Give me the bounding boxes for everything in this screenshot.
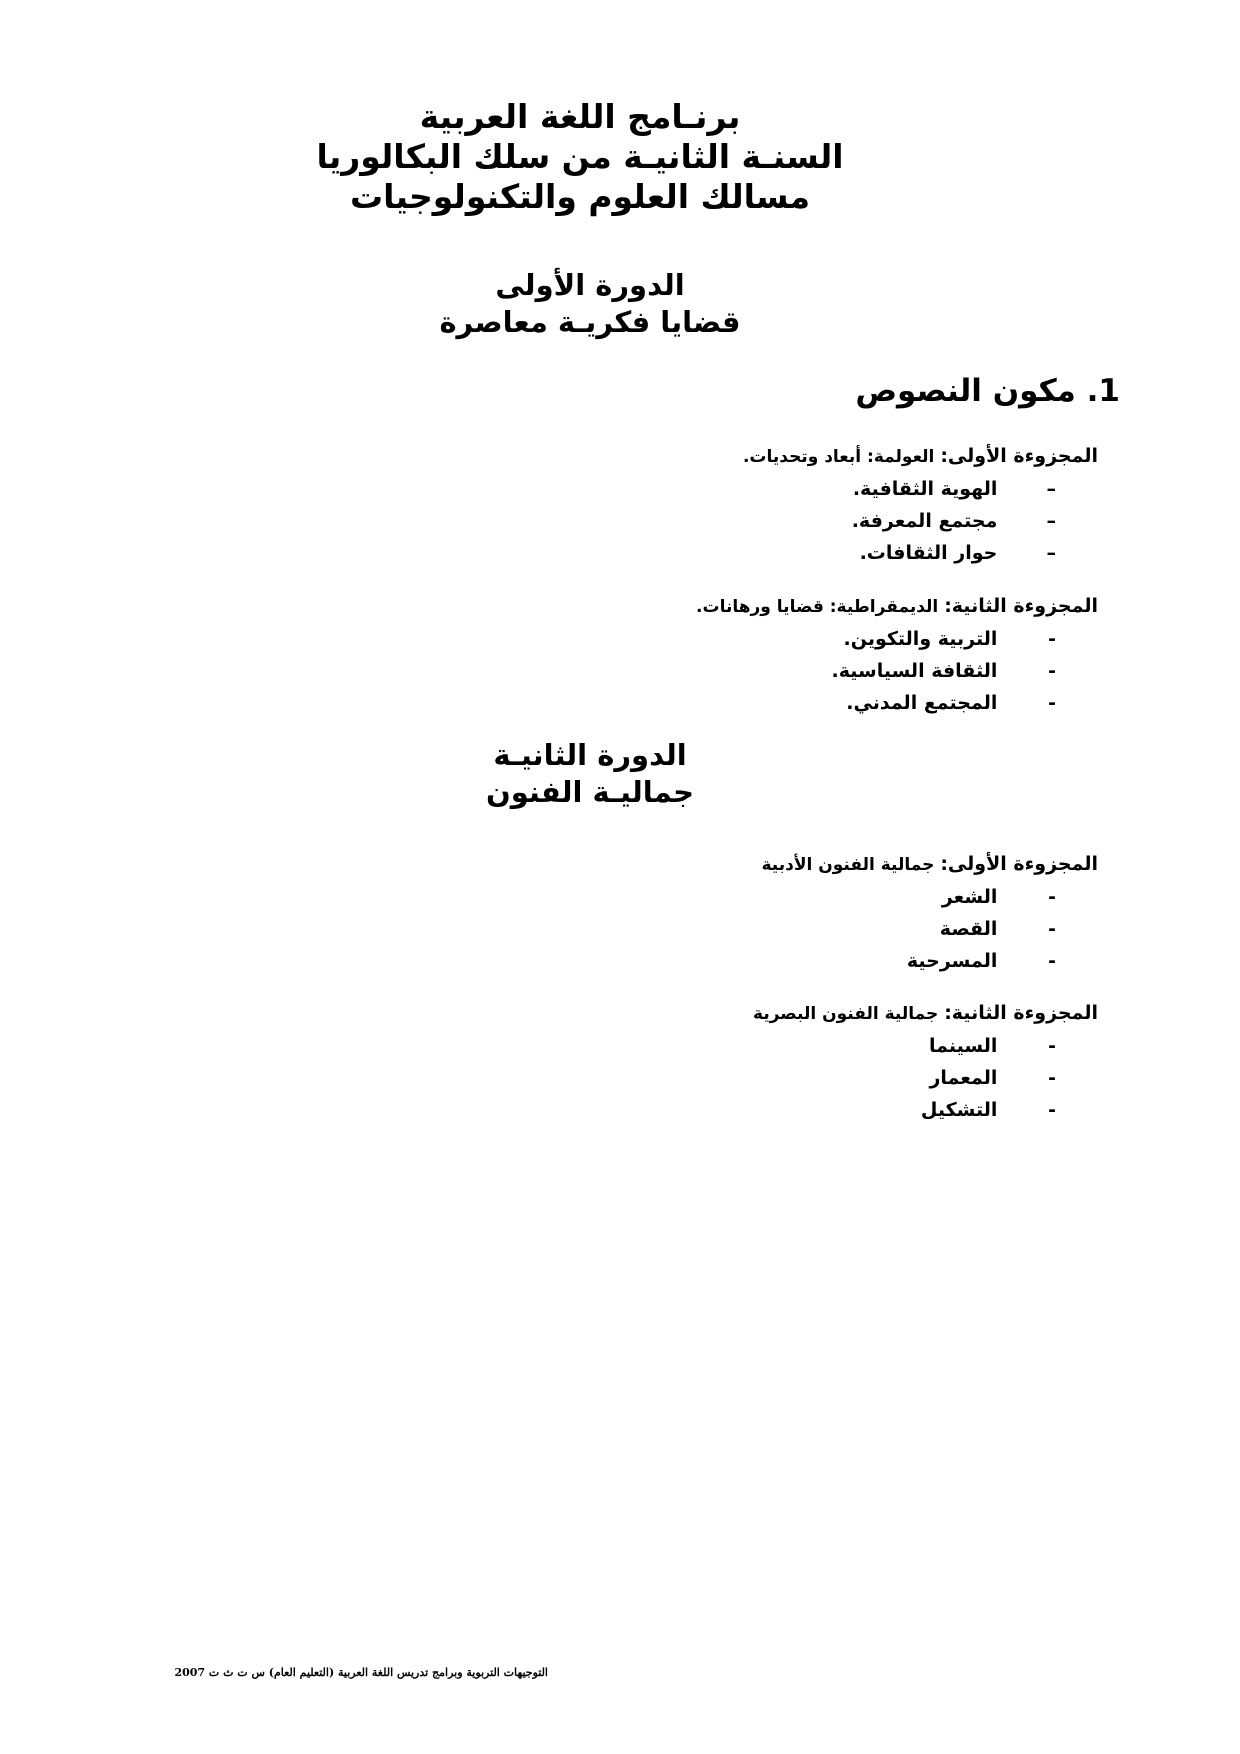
session2-title: الدورة الثانيـة	[493, 738, 687, 772]
group-items	[438, 623, 1098, 719]
group-title	[438, 594, 1098, 619]
group-label: المجزوءة الثانية:	[944, 595, 1098, 617]
group-title	[478, 852, 1098, 877]
group-first-globalization	[478, 444, 1098, 569]
list-item: – مجتمع المعرفة.	[478, 505, 1056, 537]
group-topic: جمالية الفنون البصرية	[753, 1004, 939, 1024]
list-item: - التربية والتكوين.	[438, 623, 1056, 655]
dash-marker: –	[1046, 510, 1056, 532]
dash-marker: -	[1048, 886, 1056, 908]
year-title: السنـة الثانيـة من سلك البكالوريا	[316, 137, 844, 176]
dash-marker: -	[1048, 1035, 1056, 1057]
group-title	[478, 1001, 1098, 1026]
group-title	[478, 444, 1098, 469]
dash-marker: –	[1046, 478, 1056, 500]
list-item: - المعمار	[478, 1062, 1056, 1094]
dash-marker: -	[1048, 660, 1056, 682]
group-topic: العولمة: أبعاد وتحديات.	[742, 447, 935, 467]
group-topic: جمالية الفنون الأدبية	[761, 855, 935, 875]
group-items	[478, 473, 1098, 569]
page-footer: التوجيهات التربوية وبرامج تدريس اللغة العربية (التعليم العام) س ت ث ت 2007	[174, 1666, 548, 1679]
component-title: مكون النصوص	[855, 373, 1076, 409]
dash-marker: -	[1048, 1067, 1056, 1089]
group-label: المجزوءة الأولى:	[940, 445, 1098, 467]
session1-title: الدورة الأولى	[495, 268, 685, 302]
list-item: - التشكيل	[478, 1094, 1056, 1126]
group-items	[478, 881, 1098, 977]
list-item: - الثقافة السياسية.	[438, 655, 1056, 687]
session1-heading	[400, 267, 780, 341]
group-first-literary-arts	[478, 852, 1098, 977]
session2-subtitle: جماليـة الفنون	[485, 775, 695, 809]
group-second-democracy	[438, 594, 1098, 719]
dash-marker: -	[1048, 950, 1056, 972]
list-item: - السينما	[478, 1030, 1056, 1062]
session1-subtitle: قضايا فكريـة معاصرة	[439, 305, 741, 339]
group-topic: الديمقراطية: قضايا ورهانات.	[696, 597, 939, 617]
group-items	[478, 1030, 1098, 1126]
dash-marker: -	[1048, 628, 1056, 650]
program-title: برنـامج اللغة العربية	[419, 97, 741, 136]
list-item: – حوار الثقافات.	[478, 537, 1056, 569]
track-title: مسالك العلوم والتكنولوجيات	[349, 177, 811, 216]
group-second-visual-arts	[478, 1001, 1098, 1126]
component-number: 1.	[1086, 373, 1120, 409]
component-heading	[720, 372, 1120, 410]
dash-marker: –	[1046, 542, 1056, 564]
group-label: المجزوءة الأولى:	[940, 853, 1098, 875]
dash-marker: -	[1048, 1099, 1056, 1121]
list-item: - المسرحية	[478, 945, 1056, 977]
list-item: – الهوية الثقافية.	[478, 473, 1056, 505]
group-label: المجزوءة الثانية:	[944, 1002, 1098, 1024]
main-header	[300, 97, 860, 217]
dash-marker: -	[1048, 918, 1056, 940]
list-item: - المجتمع المدني.	[438, 687, 1056, 719]
list-item: - القصة	[478, 913, 1056, 945]
list-item: - الشعر	[478, 881, 1056, 913]
session2-heading	[400, 737, 780, 811]
dash-marker: -	[1048, 692, 1056, 714]
